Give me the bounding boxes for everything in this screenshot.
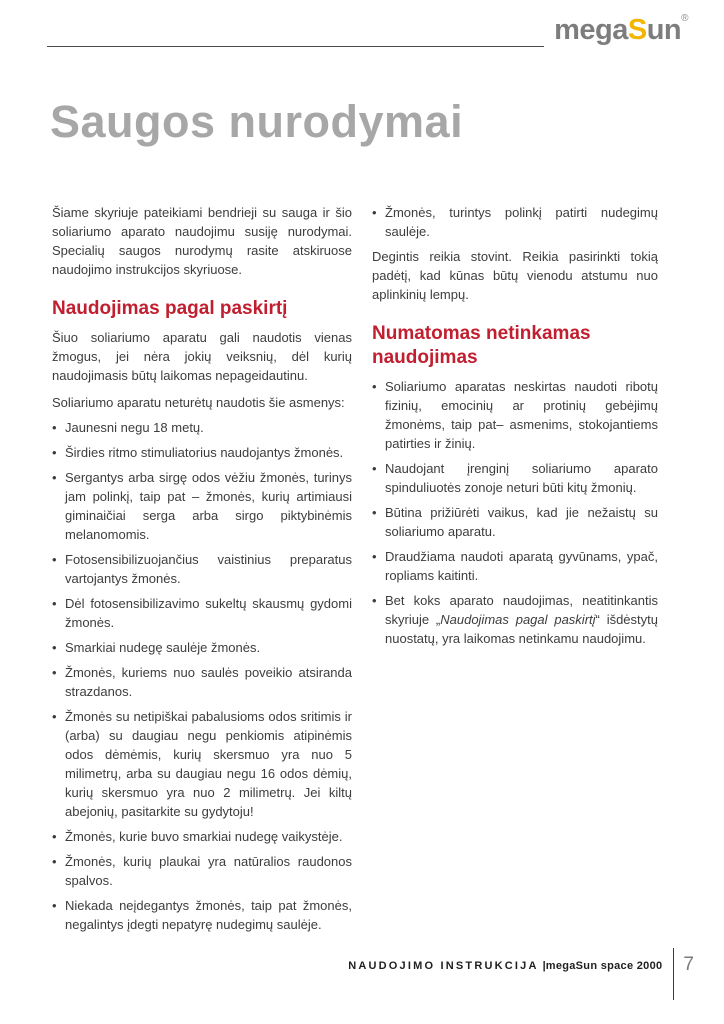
bullet-marker: • (372, 461, 377, 476)
tanning-position-paragraph: Degintis reikia stovint. Reikia pasirinkti tokią padėtį, kad kūnas būtų vienodu atstumu nuo aplinkinių lempų. (372, 249, 658, 302)
logo-s: S (627, 14, 647, 46)
section-heading-intended-use: Naudojimas pagal paskirtį (52, 298, 288, 319)
bullet-marker: • (52, 709, 57, 724)
list-item-text: Žmonės, turintys polinkį patirti nudegimų saulėje. (385, 205, 658, 239)
footer-product-name: megaSun space 2000 (545, 960, 663, 972)
bullet-marker: • (52, 640, 57, 655)
definition-prefix: Bet koks aparato naudojimas, neatitinkantis skyriuje „ (385, 593, 658, 627)
logo-un: un (646, 14, 682, 46)
list-item (372, 377, 658, 453)
improper-use-list (372, 377, 658, 585)
bullet-marker: • (52, 854, 57, 869)
definition-reference-italic: Naudojimas pagal paskirtį (440, 612, 596, 627)
list-item-text: Niekada neįdegantys žmonės, taip pat žmonės, negalintys įdegti nepatyrę nudegimų saulėje. (65, 898, 352, 932)
list-item-text: Soliariumo aparatas neskirtas naudoti ribotų fizinių, emocinių ar protinių gebėjimų žmonėms, taip pat– asmenims, stokojantiems patirties ir žinių. (385, 379, 658, 451)
logo-mega: mega (554, 14, 628, 46)
restricted-persons-list-intro: Soliariumo aparatu neturėtų naudotis šie asmenys: (52, 395, 345, 410)
list-item-text: Žmonės su netipiškai pabalusioms odos sritimis ir (arba) su daugiau negu penkiomis atipinėmis odos dėmėmis, kurių skersmuo yra nuo 5 milimetrų, arba su daugiau negu 16 odos dėmių, kurių skersmuo yra nuo 2 milimetrų. Jei kiltų abejonių, pasitarkite su gydytoju! (65, 709, 352, 819)
bullet-marker: • (372, 593, 377, 608)
footer-document-label: NAUDOJIMO INSTRUKCIJA (348, 960, 539, 972)
list-item (52, 594, 352, 632)
list-item (52, 418, 352, 437)
list-item (52, 707, 352, 821)
bullet-marker: • (52, 470, 57, 485)
content-columns (52, 203, 658, 940)
list-item-text: Žmonės, kurių plaukai yra natūralios raudonos spalvos. (65, 854, 352, 888)
list-item (52, 663, 352, 701)
logo-registered-mark: ® (681, 13, 688, 24)
bullet-marker: • (52, 596, 57, 611)
bullet-marker: • (372, 379, 377, 394)
list-item-text: Naudojant įrenginį soliariumo aparato spinduliuotės zonoje neturi būti kitų žmonių. (385, 461, 658, 495)
footer-text (348, 960, 662, 972)
left-column (52, 203, 352, 940)
footer-separator: | (542, 960, 546, 972)
list-item (52, 852, 352, 890)
bullet-marker: • (52, 445, 57, 460)
list-item-text: Draudžiama naudoti aparatą gyvūnams, ypač, ropliams kaitinti. (385, 549, 658, 583)
intended-use-paragraph: Šiuo soliariumo aparatu gali naudotis vienas žmogus, jei nėra jokių veiksnių, dėl kurių naudojimasis būtų laikomas nepageidautinu. (52, 330, 352, 383)
page-footer (348, 948, 694, 1000)
page-number: 7 (683, 954, 694, 975)
right-column (372, 203, 658, 940)
list-item (52, 443, 352, 462)
megasun-logo (554, 13, 688, 46)
list-item (52, 468, 352, 544)
list-item (372, 459, 658, 497)
list-item (52, 550, 352, 588)
list-item (52, 896, 352, 934)
bullet-marker: • (52, 829, 57, 844)
list-item-text: Jaunesni negu 18 metų. (65, 420, 204, 435)
bullet-marker: • (372, 549, 377, 564)
footer-divider-bar (673, 948, 674, 1000)
list-item-text: Žmonės, kurie buvo smarkiai nudegę vaikystėje. (65, 829, 343, 844)
bullet-marker: • (372, 505, 377, 520)
bullet-marker: • (52, 665, 57, 680)
list-item-text: Dėl fotosensibilizavimo sukeltų skausmų gydomi žmonės. (65, 596, 352, 630)
definition-suffix: “ išdėstytų nuostatų, yra laikomas netinkamu naudojimu. (385, 612, 658, 646)
list-item (52, 827, 352, 846)
list-item-text: Smarkiai nudegę saulėje žmonės. (65, 640, 261, 655)
list-item-text: Fotosensibilizuojančius vaistinius preparatus vartojantys žmonės. (65, 552, 352, 586)
list-item-text (385, 593, 658, 646)
section-heading-improper-use: Numatomas netinkamas naudojimas (372, 323, 591, 368)
bullet-marker: • (52, 552, 57, 567)
restricted-persons-list (52, 418, 352, 934)
sunburn-prone-list-item (372, 203, 658, 241)
header-rule (47, 46, 544, 47)
improper-use-definition-item (372, 591, 658, 648)
bullet-marker: • (372, 205, 377, 220)
list-item-text: Sergantys arba sirgę odos vėžiu žmonės, turinys jam polinkį, taip pat – žmonės, kurių artimiausi giminaičiai serga arba sirgo piktybinėmis melanomomis. (65, 470, 352, 542)
page-title: Saugos nurodymai (50, 96, 464, 147)
list-item (372, 503, 658, 541)
list-item (52, 638, 352, 657)
list-item-text: Žmonės, kuriems nuo saulės poveikio atsiranda strazdanos. (65, 665, 352, 699)
list-item-text: Būtina prižiūrėti vaikus, kad jie nežaistų su soliariumo aparatu. (385, 505, 658, 539)
list-item (372, 547, 658, 585)
bullet-marker: • (52, 420, 57, 435)
list-item-text: Širdies ritmo stimuliatorius naudojantys žmonės. (65, 445, 344, 460)
intro-paragraph: Šiame skyriuje pateikiami bendrieji su sauga ir šio soliariumo aparato naudojimu susiję nurodymai. Specialių saugos nurodymų rasite atskiruose naudojimo instrukcijos skyriuose. (52, 205, 352, 277)
bullet-marker: • (52, 898, 57, 913)
